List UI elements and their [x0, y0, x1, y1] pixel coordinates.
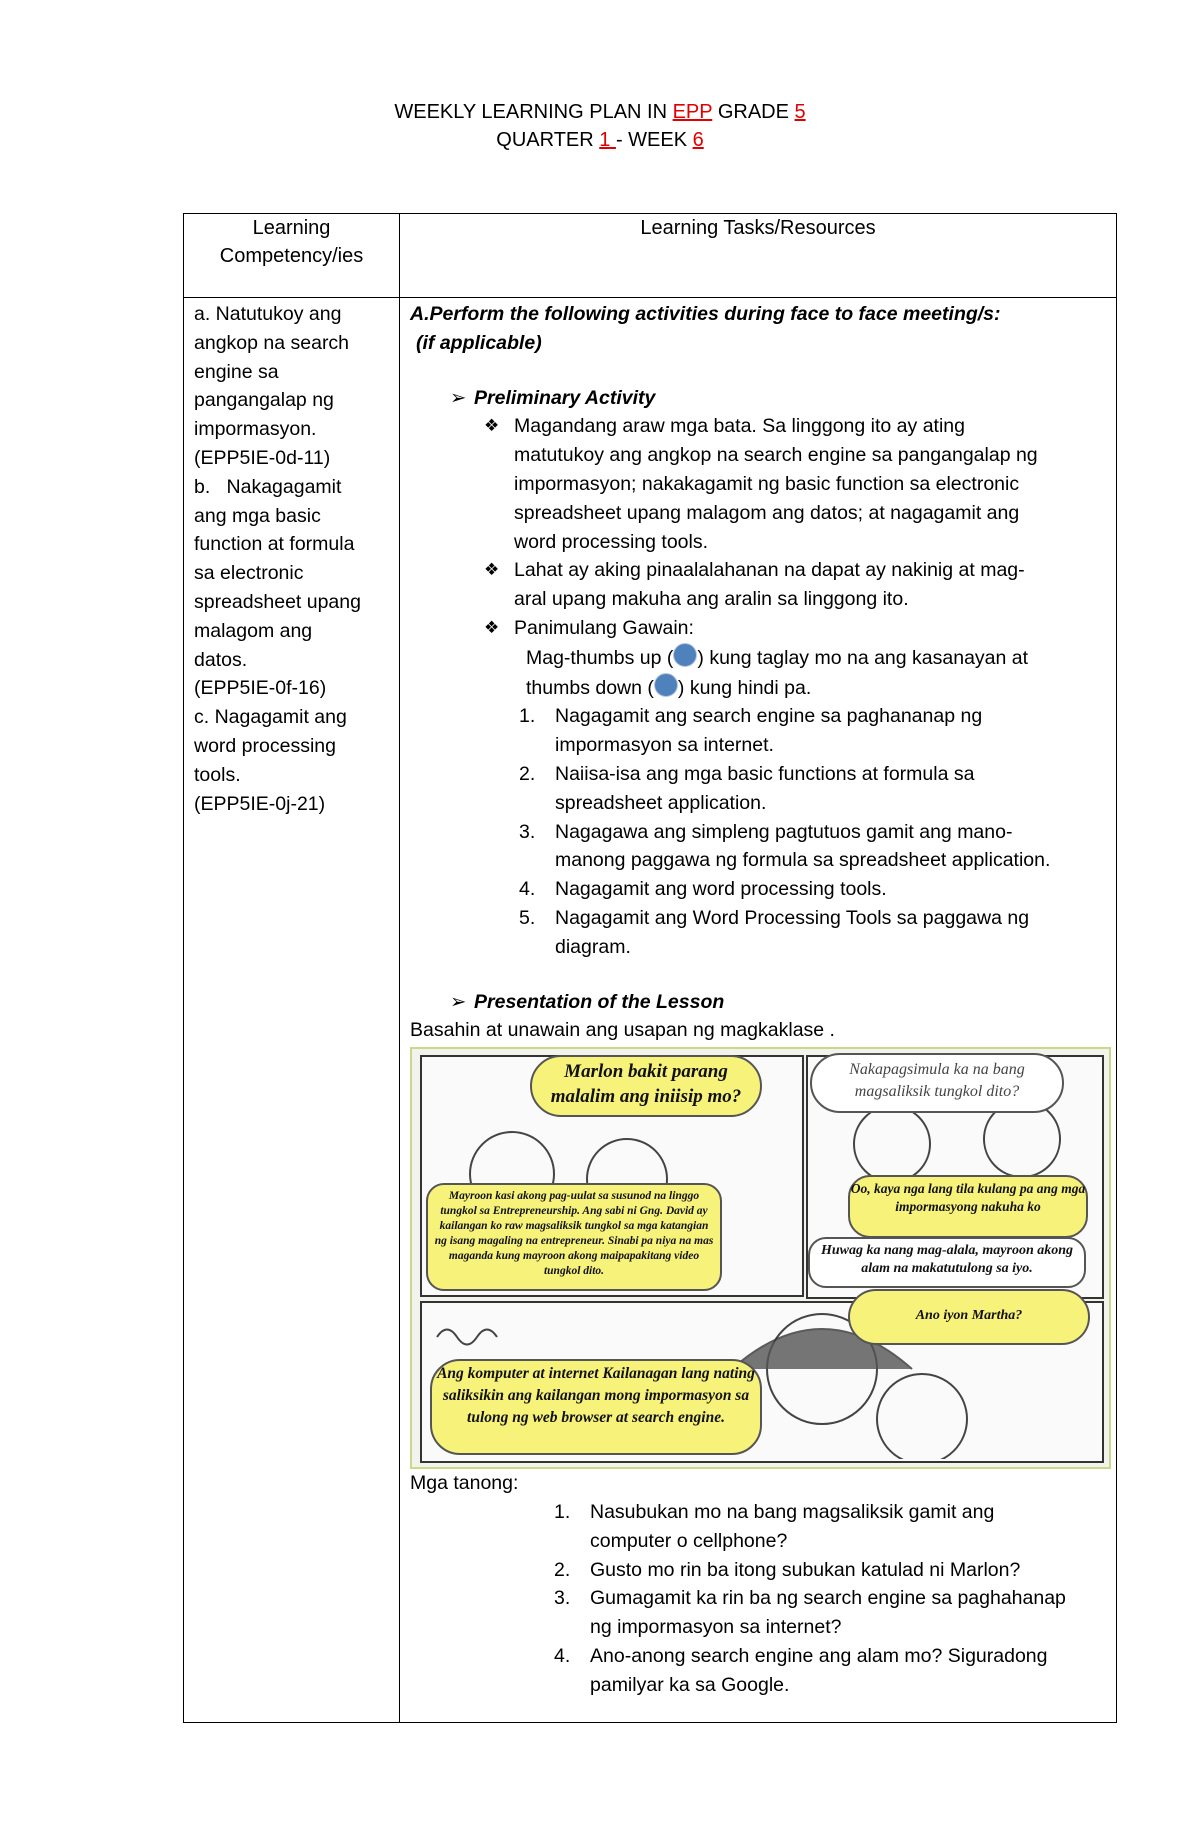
tasks-heading-note: (if applicable) [416, 331, 542, 354]
competency-line: engine sa [194, 360, 279, 383]
list-item [519, 904, 1106, 962]
competency-header-line2: Competency/ies [219, 245, 364, 267]
question-line: computer o cellphone? [590, 1529, 788, 1552]
arrow-bullet-icon: ➢ [450, 386, 467, 409]
list-number: 5. [519, 906, 536, 929]
competency-line: impormasyon. [194, 418, 317, 441]
diamond-bullet-icon: ❖ [484, 416, 500, 436]
competency-code: (EPP5IE-0d-11) [194, 446, 331, 469]
preliminary-label: Preliminary Activity [474, 386, 656, 409]
subtitle-quarter-label: QUARTER [496, 129, 600, 151]
speech-bubble: Mayroon kasi akong pag-uulat sa susunod na linggo tungkol sa Entrepreneurship. Ang sabi ni Gng. David ay kailangan ko raw magsaliksik tungkol sa mga katangian ng isang magaling na entrepreneur. Sinabi pa niya na mas maganda kung mayroon akong maipapakitang video tungkol dito. [426, 1183, 722, 1291]
table-body-row [184, 298, 1117, 1723]
skill-line: Nagagamit ang Word Processing Tools sa paggawa ng [555, 906, 1030, 929]
bullet-line: matutukoy ang angkop na search engine sa pangangalap ng [514, 444, 1038, 467]
list-item [484, 614, 1106, 643]
speech-bubble: Ano iyon Martha? [848, 1289, 1090, 1345]
thumbs-up-text-end: ) kung taglay mo na ang kasanayan at [697, 646, 1029, 669]
question-line: ng impormasyon sa internet? [590, 1616, 842, 1639]
list-number: 4. [554, 1644, 571, 1667]
list-number: 3. [554, 1587, 571, 1610]
subtitle-week: 6 [692, 129, 704, 151]
bullet-line: aral upang makuha ang aralin sa linggong ito. [514, 588, 909, 611]
question-line: Ano-anong search engine ang alam mo? Siguradong [590, 1644, 1048, 1667]
list-number: 1. [519, 705, 536, 728]
skill-line: Nagagamit ang word processing tools. [555, 878, 887, 901]
bullet-line: Magandang araw mga bata. Sa linggong ito ay ating [514, 415, 965, 438]
skill-line: spreadsheet application. [555, 791, 767, 814]
question-line: Nasubukan mo na bang magsaliksik gamit ang [590, 1500, 995, 1523]
competency-line: sa electronic [194, 562, 304, 585]
competency-code: (EPP5IE-0j-21) [194, 792, 326, 815]
list-number: 4. [519, 878, 536, 901]
thumbs-down-text-end: ) kung hindi pa. [677, 676, 812, 699]
competency-line: word processing [194, 734, 336, 757]
tasks-header-text: Learning Tasks/Resources [640, 217, 876, 239]
bullet-line: Panimulang Gawain: [514, 616, 694, 639]
skill-line: Nagagamit ang search engine sa paghananap ng [555, 705, 983, 728]
competency-line: c. Nagagamit ang [194, 706, 347, 729]
table-header-row [184, 214, 1117, 298]
document-title [0, 98, 1200, 126]
skill-line: diagram. [555, 935, 631, 958]
title-grade: 5 [794, 101, 806, 123]
comic-strip-image [410, 1047, 1111, 1469]
title-text-grade: GRADE [712, 101, 795, 123]
list-item [519, 760, 1106, 818]
competency-line: a. Natutukoy ang [194, 303, 342, 325]
bullet-line: Lahat ay aking pinaalalahanan na dapat ay nakinig at mag- [514, 559, 1025, 582]
thumbs-down-line [526, 673, 1106, 703]
competency-cell [184, 298, 400, 1723]
list-number: 2. [519, 762, 536, 785]
competency-line: pangangalap ng [194, 389, 334, 412]
competency-line: tools. [194, 763, 241, 786]
list-item [519, 875, 1106, 904]
speech-bubble: Ang komputer at internet Kailanagan lang nating saliksikin ang kailangan mong impormasyon sa tulong ng web browser at search engine. [430, 1359, 762, 1455]
speech-bubble: Nakapagsimula ka na bang magsaliksik tungkol dito? [810, 1053, 1064, 1113]
competency-code: (EPP5IE-0f-16) [194, 677, 327, 700]
list-item [484, 556, 1106, 614]
list-number: 1. [554, 1500, 571, 1523]
speech-bubble: Oo, kaya nga lang tila kulang pa ang mga impormasyong nakuha ko [848, 1175, 1088, 1238]
thumbs-up-text: Mag-thumbs up ( [526, 646, 674, 669]
questions-label: Mga tanong: [410, 1472, 519, 1495]
diamond-bullet-icon: ❖ [484, 617, 500, 637]
question-line: Gumagamit ka rin ba ng search engine sa paghahanap [590, 1587, 1066, 1610]
read-instruction: Basahin at unawain ang usapan ng magkaklase . [410, 1019, 835, 1042]
title-text: WEEKLY LEARNING PLAN IN [394, 101, 673, 123]
competency-line: malagom ang [194, 619, 313, 642]
thumbs-up-line [526, 643, 1106, 673]
preliminary-heading [450, 384, 1106, 413]
list-item [519, 818, 1106, 876]
tasks-header [400, 214, 1117, 298]
subtitle-week-label: - WEEK [615, 129, 693, 151]
subtitle-quarter: 1 [599, 129, 616, 151]
competency-line: spreadsheet upang [194, 590, 361, 613]
learning-plan-table [183, 213, 1117, 1723]
question-line: pamilyar ka sa Google. [590, 1673, 790, 1696]
bullet-line: word processing tools. [514, 530, 709, 553]
question-line: Gusto mo rin ba itong subukan katulad ni Marlon? [590, 1558, 1021, 1581]
presentation-label: Presentation of the Lesson [474, 990, 725, 1013]
skill-line: Nagagawa ang simpleng pagtutuos gamit ang mano- [555, 820, 1013, 843]
thumbs-down-icon [654, 673, 678, 697]
list-item [554, 1498, 1106, 1556]
skill-line: impormasyon sa internet. [555, 734, 774, 757]
competency-line: ang mga basic [194, 504, 321, 527]
skill-line: Naiisa-isa ang mga basic functions at formula sa [555, 762, 975, 785]
competency-line: function at formula [194, 533, 355, 556]
doodle-icon [432, 1317, 522, 1357]
tasks-heading: A.Perform the following activities during face to face meeting/s: [410, 303, 1001, 325]
presentation-heading [450, 988, 1106, 1017]
speech-bubble: Marlon bakit parang malalim ang iniisip mo? [530, 1055, 762, 1117]
bullet-line: impormasyon; nakakagamit ng basic function sa electronic [514, 472, 1020, 495]
document-subtitle [0, 126, 1200, 154]
diamond-bullet-icon: ❖ [484, 560, 500, 580]
list-number: 3. [519, 820, 536, 843]
competency-header [184, 214, 400, 298]
thumbs-down-text: thumbs down ( [526, 676, 654, 699]
list-item [519, 702, 1106, 760]
speech-bubble: Huwag ka nang mag-alala, mayroon akong alam na makatutulong sa iyo. [808, 1237, 1086, 1288]
tasks-cell [400, 298, 1117, 1723]
title-subject: EPP [672, 101, 713, 123]
competency-line: datos. [194, 648, 248, 671]
thumbs-up-icon [673, 643, 697, 667]
list-item [554, 1584, 1106, 1642]
skill-line: manong paggawa ng formula sa spreadsheet application. [555, 849, 1051, 872]
competency-line: b. Nakagagamit [194, 475, 342, 498]
arrow-bullet-icon: ➢ [450, 990, 467, 1013]
competency-header-line1: Learning [252, 217, 331, 239]
list-item [484, 412, 1106, 556]
list-item [554, 1556, 1106, 1585]
list-item [554, 1642, 1106, 1700]
competency-line: angkop na search [194, 331, 350, 354]
bullet-line: spreadsheet upang malagom ang datos; at nagagamit ang [514, 501, 1020, 524]
list-number: 2. [554, 1558, 571, 1581]
